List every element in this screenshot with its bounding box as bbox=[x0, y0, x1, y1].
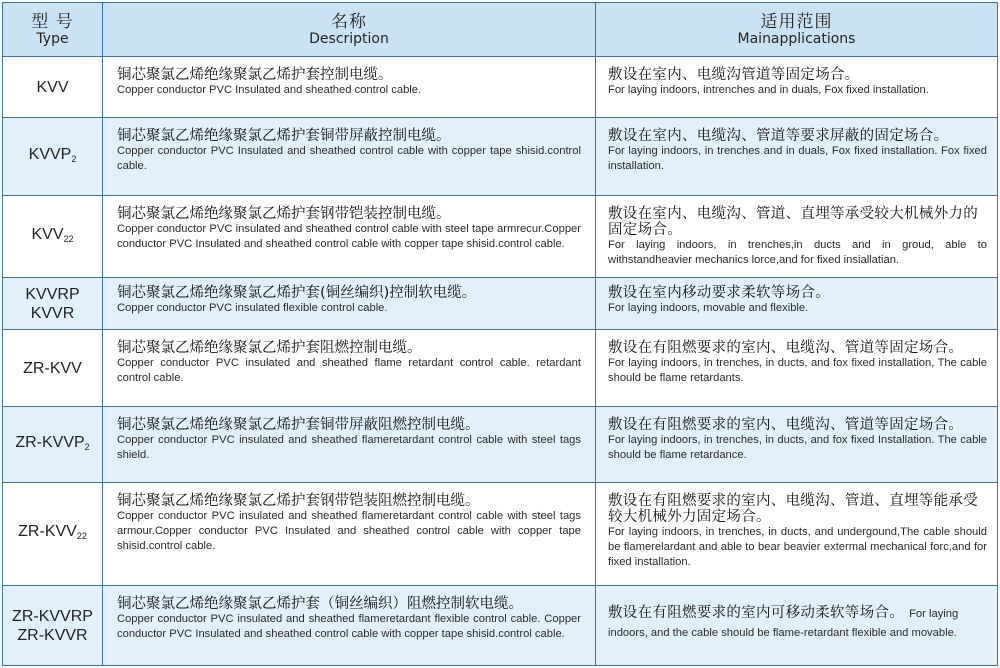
description-en: Copper conductor PVC Insulated and sheathed control cable with copper tape shisid.control cable. bbox=[117, 145, 581, 172]
table-row bbox=[3, 330, 998, 407]
description-en: Copper conductor PVC insulated and sheathed flameretardant control cable with steel tags shield. bbox=[117, 434, 581, 461]
application-cn: 敷设在室内、电缆沟管道等固定场合。 bbox=[608, 67, 860, 83]
description-en: Copper conductor PVC insulated and sheathed control cable with steel tape armrecur.Copper conductor PVC Insulated and sheathed control cable with copper tape shisid.control cable. bbox=[117, 223, 581, 250]
application-en: For laying indoors, in trenches, in ducts, and fox fixed Installation. The cable should be flame retardance. bbox=[608, 434, 987, 461]
application-en: For laying indoors, intrenches and in duals, Fox fixed installation. bbox=[608, 84, 929, 96]
type-cell bbox=[3, 330, 103, 407]
table-row bbox=[3, 483, 998, 586]
cable-spec-table bbox=[2, 2, 998, 666]
description-cn: 铜芯聚氯乙烯绝缘聚氯乙烯护套钢带铠装阻燃控制电缆。 bbox=[117, 493, 480, 509]
applications-header-cn: 适用范围 bbox=[760, 11, 833, 32]
type-cell bbox=[3, 483, 103, 586]
table-row bbox=[3, 118, 998, 196]
application-cell bbox=[596, 196, 998, 278]
type-subscript: 2 bbox=[84, 441, 90, 452]
header-row bbox=[3, 3, 998, 57]
application-en: For laying indoors, in trenches, in ducts, and undergound,The cable should be flamerelardant and able to bear beavier extermal mechanical forc,and for fixed installation. bbox=[608, 526, 987, 568]
description-header bbox=[103, 3, 596, 57]
applications-header bbox=[596, 3, 998, 57]
application-cn: 敷设在有阻燃要求的室内可移动柔软等场合。 bbox=[608, 605, 904, 621]
type-header-en: Type bbox=[36, 30, 69, 47]
type-cell bbox=[3, 196, 103, 278]
application-en: For laying indoors, in trenches and in duals, Fox fixed installation. Fox fixed installation. bbox=[608, 145, 987, 172]
type-cell bbox=[3, 278, 103, 330]
table-row bbox=[3, 407, 998, 483]
application-en: For laying indoors, movable and flexible. bbox=[608, 302, 809, 314]
type-code: ZR-KVV bbox=[18, 523, 77, 540]
application-cn: 敷设在有阻燃要求的室内、电缆沟、管道等固定场合。 bbox=[608, 340, 964, 356]
application-cn: 敷设在室内、电缆沟、管道等要求屏蔽的固定场合。 bbox=[608, 128, 949, 144]
description-cell bbox=[103, 483, 596, 586]
application-cell bbox=[596, 407, 998, 483]
description-cell bbox=[103, 586, 596, 666]
type-code: KVVR bbox=[30, 304, 75, 322]
application-en: For laying indoors, in trenches, in ducts, and fox fixed installation, The cable should be flame retardants. bbox=[608, 357, 987, 384]
type-subscript: 22 bbox=[76, 531, 87, 541]
type-cell bbox=[3, 407, 103, 483]
description-cell bbox=[103, 330, 596, 407]
type-code: KVV bbox=[36, 78, 69, 96]
description-en: Copper conductor PVC insulated flexible control cable. bbox=[117, 302, 388, 314]
description-cn: 铜芯聚氯乙烯绝缘聚氯乙烯护套控制电缆。 bbox=[117, 67, 393, 83]
description-cn: 铜芯聚氯乙烯绝缘聚氯乙烯护套阻燃控制电缆。 bbox=[117, 340, 422, 356]
application-cell bbox=[596, 483, 998, 586]
description-cell bbox=[103, 407, 596, 483]
type-subscript: 22 bbox=[63, 233, 74, 244]
description-cell bbox=[103, 118, 596, 196]
application-cell bbox=[596, 278, 998, 330]
application-cell bbox=[596, 118, 998, 196]
applications-header-en: Mainapplications bbox=[737, 30, 856, 47]
description-en: Copper conductor PVC insulated and sheathed flameretardant flexible control cable. Copper conductor PVC Insulated and sheathed control cable with copper tape shisid.control cable. bbox=[117, 613, 581, 640]
type-code: KVVP bbox=[28, 145, 72, 163]
type-code: ZR-KVVR bbox=[17, 626, 88, 644]
description-cn: 铜芯聚氯乙烯绝缘聚氯乙烯护套铜带屏蔽控制电缆。 bbox=[117, 128, 451, 144]
table-row bbox=[3, 196, 998, 278]
application-cn: 敷设在有阻燃要求的室内、电缆沟、管道、直埋等能承受较大机械外力固定场合。 bbox=[608, 493, 978, 525]
application-en: For laying indoors, and the cable should be flame-retardant flexible and movable. bbox=[608, 608, 959, 639]
description-header-en: Description bbox=[309, 30, 389, 47]
type-subscript: 2 bbox=[71, 153, 77, 164]
description-cn: 铜芯聚氯乙烯绝缘聚氯乙烯护套铜带屏蔽阻燃控制电缆。 bbox=[117, 417, 480, 433]
application-cell bbox=[596, 57, 998, 118]
description-cell bbox=[103, 196, 596, 278]
description-cn: 铜芯聚氯乙烯绝缘聚氯乙烯护套(铜丝编织)控制软电缆。 bbox=[117, 285, 477, 301]
description-en: Copper conductor PVC insulated and sheathed flameretardant control cable with steel tags armour.Copper conductor PVC Insulated and sheathed control cable with copper tape shisid.control cable. bbox=[117, 510, 581, 552]
application-en: For laying indoors, in trenches,in ducts and in groud, able to withstandheavier mechanics lorce,and for fixed insiallatian. bbox=[608, 239, 987, 266]
description-cell bbox=[103, 57, 596, 118]
type-cell bbox=[3, 586, 103, 666]
application-cn: 敷设在室内移动要求柔软等场合。 bbox=[608, 285, 830, 301]
type-cell bbox=[3, 57, 103, 118]
table-row bbox=[3, 278, 998, 330]
type-code: KVV bbox=[31, 225, 64, 243]
description-cell bbox=[103, 278, 596, 330]
description-en: Copper conductor PVC Insulated and sheathed control cable. bbox=[117, 84, 422, 96]
description-cn: 铜芯聚氯乙烯绝缘聚氯乙烯护套（铜丝编织）阻燃控制软电缆。 bbox=[117, 596, 523, 612]
type-cell bbox=[3, 118, 103, 196]
type-code: ZR-KVVRP bbox=[12, 607, 93, 625]
description-en: Copper conductor PVC insulated and sheathed flame retardant control cable. retardant control cable. bbox=[117, 357, 581, 384]
type-header-cn: 型 号 bbox=[31, 11, 74, 32]
type-header bbox=[3, 3, 103, 57]
type-code: KVVRP bbox=[25, 285, 80, 303]
application-cell bbox=[596, 330, 998, 407]
type-code: ZR-KVVP bbox=[15, 433, 85, 451]
table-row bbox=[3, 57, 998, 118]
description-cn: 铜芯聚氯乙烯绝缘聚氯乙烯护套钢带铠装控制电缆。 bbox=[117, 206, 451, 222]
type-code: ZR-KVV bbox=[23, 359, 82, 377]
description-header-cn: 名称 bbox=[331, 11, 367, 32]
application-cell bbox=[596, 586, 998, 666]
application-cn: 敷设在室内、电缆沟、管道、直埋等承受较大机械外力的固定场合。 bbox=[608, 206, 978, 238]
application-cn: 敷设在有阻燃要求的室内、电缆沟、管道等固定场合。 bbox=[608, 417, 964, 433]
table-row bbox=[3, 586, 998, 666]
